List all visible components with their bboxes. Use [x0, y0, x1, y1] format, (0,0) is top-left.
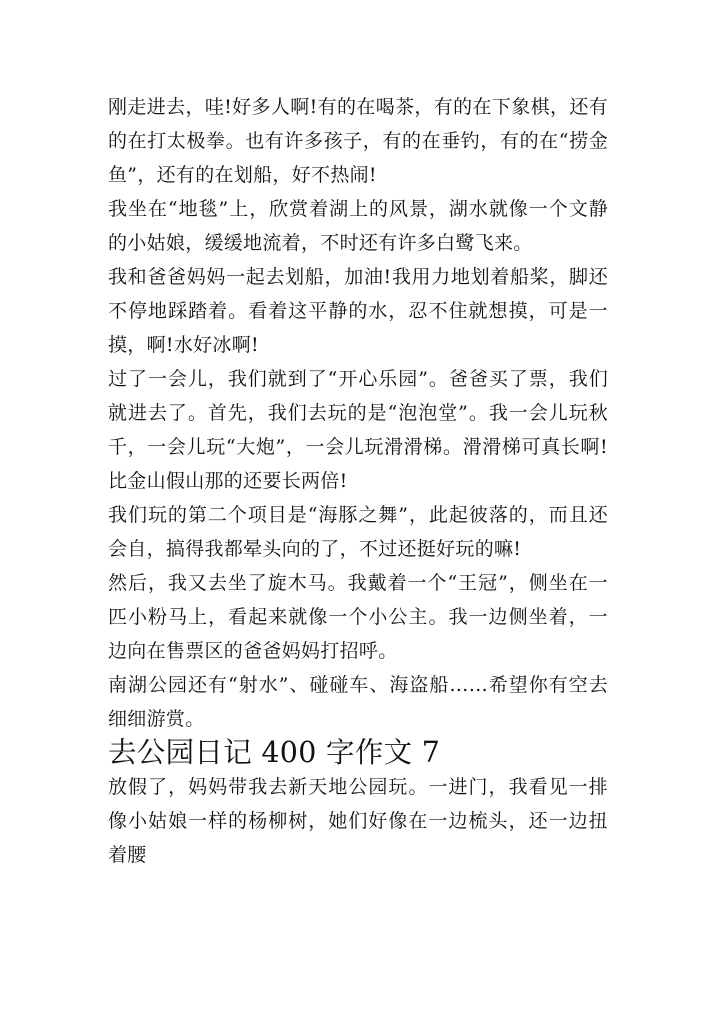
paragraph-2: 我坐在“地毯”上，欣赏着湖上的风景，湖水就像一个文静的小姑娘，缓缓地流着，不时还有许多白鹭飞来。 — [108, 198, 608, 254]
document-page — [108, 90, 608, 872]
paragraph-4: 过了一会儿，我们就到了“开心乐园”。爸爸买了票，我们就进去了。首先，我们去玩的是“泡泡堂”。我一会儿玩秋千，一会儿玩“大炮”，一会儿玩滑滑梯。滑滑梯可真长啊!比金山假山那的还要长两倍! — [108, 368, 608, 492]
paragraph-1: 刚走进去，哇!好多人啊!有的在喝茶，有的在下象棋，还有的在打太极拳。也有许多孩子，有的在垂钓，有的在“捞金鱼”，还有的在划船，好不热闹! — [108, 96, 608, 186]
section-heading: 去公园日记 400 字作文 7 — [108, 736, 441, 769]
paragraph-5: 我们玩的第二个项目是“海豚之舞”，此起彼落的，而且还会自，搞得我都晕头向的了，不过还挺好玩的嘛! — [108, 504, 608, 560]
paragraph-6: 然后，我又去坐了旋木马。我戴着一个“王冠”，侧坐在一匹小粉马上，看起来就像一个小公主。我一边侧坐着，一边向在售票区的爸爸妈妈打招呼。 — [108, 572, 608, 662]
paragraph-7: 南湖公园还有“射水”、碰碰车、海盗船……希望你有空去细细游赏。 — [108, 674, 608, 730]
paragraph-8: 放假了，妈妈带我去新天地公园玩。一进门，我看见一排像小姑娘一样的杨柳树，她们好像在一边梳头，还一边扭着腰 — [108, 776, 608, 866]
paragraph-3: 我和爸爸妈妈一起去划船，加油!我用力地划着船桨，脚还不停地踩踏着。看着这平静的水，忍不住就想摸，可是一摸，啊!水好冰啊! — [108, 266, 608, 356]
